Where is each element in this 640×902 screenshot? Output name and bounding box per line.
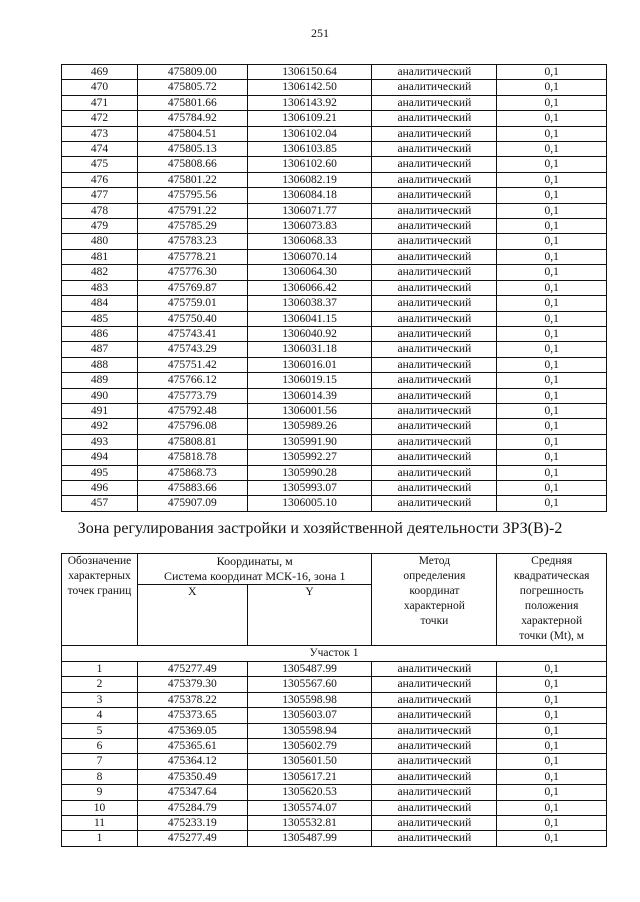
coord-x: 475791.22 bbox=[137, 203, 247, 218]
mean-error: 0,1 bbox=[497, 326, 607, 341]
point-number: 490 bbox=[62, 388, 138, 403]
mean-error: 0,1 bbox=[497, 157, 607, 172]
table-row bbox=[62, 95, 607, 110]
table-row bbox=[62, 785, 607, 800]
table-row bbox=[62, 80, 607, 95]
header-line: характерной bbox=[521, 615, 583, 627]
coord-y: 1305992.27 bbox=[247, 450, 372, 465]
method: аналитический bbox=[372, 450, 497, 465]
mean-error: 0,1 bbox=[497, 188, 607, 203]
method: аналитический bbox=[372, 708, 497, 723]
page-number: 251 bbox=[311, 26, 329, 40]
table-row bbox=[62, 723, 607, 738]
coord-x: 475379.30 bbox=[137, 677, 247, 692]
coord-y: 1306143.92 bbox=[247, 95, 372, 110]
method: аналитический bbox=[372, 739, 497, 754]
method: аналитический bbox=[372, 188, 497, 203]
method: аналитический bbox=[372, 95, 497, 110]
point-number: 496 bbox=[62, 480, 138, 495]
method: аналитический bbox=[372, 111, 497, 126]
method: аналитический bbox=[372, 172, 497, 187]
mean-error: 0,1 bbox=[497, 172, 607, 187]
header-coordinates bbox=[137, 554, 371, 585]
point-number: 1 bbox=[62, 831, 138, 846]
coord-y: 1306102.60 bbox=[247, 157, 372, 172]
mean-error: 0,1 bbox=[497, 450, 607, 465]
method: аналитический bbox=[372, 388, 497, 403]
coord-x: 475776.30 bbox=[137, 265, 247, 280]
point-number: 485 bbox=[62, 311, 138, 326]
method: аналитический bbox=[372, 419, 497, 434]
point-number: 11 bbox=[62, 816, 138, 831]
coord-y: 1306038.37 bbox=[247, 296, 372, 311]
section-title: Зона регулирования застройки и хозяйственной деятельности ЗРЗ(В)-2 bbox=[77, 520, 563, 537]
coord-y: 1306014.39 bbox=[247, 388, 372, 403]
coord-y: 1306103.85 bbox=[247, 142, 372, 157]
table-row bbox=[62, 373, 607, 388]
coord-y: 1306005.10 bbox=[247, 496, 372, 511]
mean-error: 0,1 bbox=[497, 234, 607, 249]
point-number: 469 bbox=[62, 65, 138, 80]
coord-y: 1305617.21 bbox=[247, 769, 372, 784]
point-number: 5 bbox=[62, 723, 138, 738]
method: аналитический bbox=[372, 373, 497, 388]
mean-error: 0,1 bbox=[497, 769, 607, 784]
coord-y: 1305989.26 bbox=[247, 419, 372, 434]
header-x: X bbox=[137, 585, 247, 646]
mean-error: 0,1 bbox=[497, 677, 607, 692]
coord-y: 1306064.30 bbox=[247, 265, 372, 280]
point-number: 492 bbox=[62, 419, 138, 434]
coord-y: 1306102.04 bbox=[247, 126, 372, 141]
coord-y: 1305603.07 bbox=[247, 708, 372, 723]
coord-y: 1305598.94 bbox=[247, 723, 372, 738]
header-line: Система координат МСК-16, зона 1 bbox=[163, 569, 346, 583]
table-row bbox=[62, 403, 607, 418]
table-row bbox=[62, 465, 607, 480]
mean-error: 0,1 bbox=[497, 80, 607, 95]
coord-x: 475796.08 bbox=[137, 419, 247, 434]
coord-y: 1305487.99 bbox=[247, 662, 372, 677]
header-line: характерной bbox=[403, 600, 465, 612]
method: аналитический bbox=[372, 296, 497, 311]
table-row bbox=[62, 280, 607, 295]
method: аналитический bbox=[372, 142, 497, 157]
header-line: квадратическая bbox=[513, 570, 590, 582]
point-number: 9 bbox=[62, 785, 138, 800]
point-number: 479 bbox=[62, 219, 138, 234]
point-number: 10 bbox=[62, 800, 138, 815]
table-row bbox=[62, 450, 607, 465]
mean-error: 0,1 bbox=[497, 754, 607, 769]
coord-x: 475233.19 bbox=[137, 816, 247, 831]
table-row bbox=[62, 754, 607, 769]
coord-x: 475365.61 bbox=[137, 739, 247, 754]
table-row bbox=[62, 388, 607, 403]
method: аналитический bbox=[372, 800, 497, 815]
zone-coordinates-table-body bbox=[62, 554, 607, 847]
table-row bbox=[62, 142, 607, 157]
point-number: 3 bbox=[62, 692, 138, 707]
table-row bbox=[62, 126, 607, 141]
mean-error: 0,1 bbox=[497, 296, 607, 311]
table-row bbox=[62, 188, 607, 203]
coord-y: 1305487.99 bbox=[247, 831, 372, 846]
table-row bbox=[62, 219, 607, 234]
point-number: 471 bbox=[62, 95, 138, 110]
mean-error: 0,1 bbox=[497, 496, 607, 511]
table-row bbox=[62, 692, 607, 707]
coord-y: 1306016.01 bbox=[247, 357, 372, 372]
coordinates-table-continued bbox=[61, 64, 607, 512]
mean-error: 0,1 bbox=[497, 219, 607, 234]
mean-error: 0,1 bbox=[497, 434, 607, 449]
coord-y: 1305991.90 bbox=[247, 434, 372, 449]
method: аналитический bbox=[372, 496, 497, 511]
coord-x: 475804.51 bbox=[137, 126, 247, 141]
header-line: точки (Mt), м bbox=[519, 630, 585, 642]
coord-x: 475801.66 bbox=[137, 95, 247, 110]
point-number: 494 bbox=[62, 450, 138, 465]
point-number: 491 bbox=[62, 403, 138, 418]
coord-x: 475785.29 bbox=[137, 219, 247, 234]
table-row bbox=[62, 662, 607, 677]
coord-y: 1306001.56 bbox=[247, 403, 372, 418]
point-number: 481 bbox=[62, 249, 138, 264]
table-row bbox=[62, 157, 607, 172]
coord-x: 475792.48 bbox=[137, 403, 247, 418]
method: аналитический bbox=[372, 311, 497, 326]
table-row bbox=[62, 831, 607, 846]
table-row bbox=[62, 265, 607, 280]
table-row bbox=[62, 203, 607, 218]
method: аналитический bbox=[372, 80, 497, 95]
point-number: 482 bbox=[62, 265, 138, 280]
mean-error: 0,1 bbox=[497, 126, 607, 141]
coord-y: 1306031.18 bbox=[247, 342, 372, 357]
method: аналитический bbox=[372, 677, 497, 692]
coord-x: 475795.56 bbox=[137, 188, 247, 203]
point-number: 480 bbox=[62, 234, 138, 249]
coord-x: 475369.05 bbox=[137, 723, 247, 738]
mean-error: 0,1 bbox=[497, 831, 607, 846]
mean-error: 0,1 bbox=[497, 723, 607, 738]
mean-error: 0,1 bbox=[497, 465, 607, 480]
mean-error: 0,1 bbox=[497, 357, 607, 372]
method: аналитический bbox=[372, 434, 497, 449]
table-row bbox=[62, 769, 607, 784]
point-number: 478 bbox=[62, 203, 138, 218]
mean-error: 0,1 bbox=[497, 280, 607, 295]
coord-y: 1306073.83 bbox=[247, 219, 372, 234]
coord-x: 475373.65 bbox=[137, 708, 247, 723]
header-line: характерных bbox=[68, 570, 131, 582]
table-row bbox=[62, 434, 607, 449]
method: аналитический bbox=[372, 831, 497, 846]
mean-error: 0,1 bbox=[497, 739, 607, 754]
table-row bbox=[62, 419, 607, 434]
coord-x: 475805.72 bbox=[137, 80, 247, 95]
point-number: 483 bbox=[62, 280, 138, 295]
point-number: 470 bbox=[62, 80, 138, 95]
plot-label-row bbox=[62, 646, 607, 662]
mean-error: 0,1 bbox=[497, 708, 607, 723]
point-number: 473 bbox=[62, 126, 138, 141]
mean-error: 0,1 bbox=[497, 388, 607, 403]
zone-coordinates-table bbox=[61, 553, 607, 847]
mean-error: 0,1 bbox=[497, 373, 607, 388]
header-line: Координаты, м bbox=[216, 554, 293, 568]
table-row bbox=[62, 816, 607, 831]
coord-y: 1306142.50 bbox=[247, 80, 372, 95]
coord-x: 475284.79 bbox=[137, 800, 247, 815]
coord-y: 1306071.77 bbox=[247, 203, 372, 218]
coord-x: 475805.13 bbox=[137, 142, 247, 157]
method: аналитический bbox=[372, 769, 497, 784]
coord-x: 475773.79 bbox=[137, 388, 247, 403]
method: аналитический bbox=[372, 342, 497, 357]
table-row bbox=[62, 111, 607, 126]
coord-x: 475907.09 bbox=[137, 496, 247, 511]
point-number: 476 bbox=[62, 172, 138, 187]
header-line: определения bbox=[403, 570, 466, 582]
table-row bbox=[62, 172, 607, 187]
table-row bbox=[62, 249, 607, 264]
point-number: 2 bbox=[62, 677, 138, 692]
mean-error: 0,1 bbox=[497, 785, 607, 800]
coord-y: 1305990.28 bbox=[247, 465, 372, 480]
coord-x: 475783.23 bbox=[137, 234, 247, 249]
point-number: 474 bbox=[62, 142, 138, 157]
header-line: координат bbox=[409, 585, 460, 597]
method: аналитический bbox=[372, 480, 497, 495]
table-row bbox=[62, 800, 607, 815]
coord-x: 475759.01 bbox=[137, 296, 247, 311]
method: аналитический bbox=[372, 203, 497, 218]
mean-error: 0,1 bbox=[497, 419, 607, 434]
coord-x: 475350.49 bbox=[137, 769, 247, 784]
coord-y: 1306019.15 bbox=[247, 373, 372, 388]
point-number: 457 bbox=[62, 496, 138, 511]
coord-y: 1305567.60 bbox=[247, 677, 372, 692]
header-line: Метод bbox=[418, 555, 451, 567]
method: аналитический bbox=[372, 157, 497, 172]
point-number: 487 bbox=[62, 342, 138, 357]
point-number: 472 bbox=[62, 111, 138, 126]
method: аналитический bbox=[372, 280, 497, 295]
coord-x: 475818.78 bbox=[137, 450, 247, 465]
coord-x: 475784.92 bbox=[137, 111, 247, 126]
coord-x: 475801.22 bbox=[137, 172, 247, 187]
point-number: 8 bbox=[62, 769, 138, 784]
coord-x: 475378.22 bbox=[137, 692, 247, 707]
coord-y: 1305993.07 bbox=[247, 480, 372, 495]
header-line: точки bbox=[420, 615, 449, 627]
mean-error: 0,1 bbox=[497, 265, 607, 280]
table-row bbox=[62, 739, 607, 754]
point-number: 486 bbox=[62, 326, 138, 341]
mean-error: 0,1 bbox=[497, 480, 607, 495]
point-number: 7 bbox=[62, 754, 138, 769]
method: аналитический bbox=[372, 326, 497, 341]
table-row bbox=[62, 65, 607, 80]
mean-error: 0,1 bbox=[497, 692, 607, 707]
coord-x: 475277.49 bbox=[137, 662, 247, 677]
coord-x: 475766.12 bbox=[137, 373, 247, 388]
coord-x: 475868.73 bbox=[137, 465, 247, 480]
mean-error: 0,1 bbox=[497, 203, 607, 218]
method: аналитический bbox=[372, 465, 497, 480]
method: аналитический bbox=[372, 754, 497, 769]
header-line: точек границ bbox=[67, 585, 132, 597]
header-line: Средняя bbox=[531, 555, 573, 567]
point-number: 495 bbox=[62, 465, 138, 480]
mean-error: 0,1 bbox=[497, 65, 607, 80]
plot-label: Участок 1 bbox=[62, 646, 607, 662]
table-row bbox=[62, 357, 607, 372]
coord-x: 475347.64 bbox=[137, 785, 247, 800]
coord-y: 1306109.21 bbox=[247, 111, 372, 126]
table-row bbox=[62, 234, 607, 249]
coord-y: 1306066.42 bbox=[247, 280, 372, 295]
coord-x: 475743.41 bbox=[137, 326, 247, 341]
coord-x: 475750.40 bbox=[137, 311, 247, 326]
coord-y: 1305601.50 bbox=[247, 754, 372, 769]
coord-x: 475808.66 bbox=[137, 157, 247, 172]
header-y: Y bbox=[247, 585, 372, 646]
method: аналитический bbox=[372, 65, 497, 80]
method: аналитический bbox=[372, 357, 497, 372]
table-header-row bbox=[62, 554, 607, 585]
coord-y: 1306070.14 bbox=[247, 249, 372, 264]
coord-y: 1306068.33 bbox=[247, 234, 372, 249]
coord-x: 475743.29 bbox=[137, 342, 247, 357]
coord-x: 475769.87 bbox=[137, 280, 247, 295]
mean-error: 0,1 bbox=[497, 800, 607, 815]
method: аналитический bbox=[372, 126, 497, 141]
coord-y: 1306150.64 bbox=[247, 65, 372, 80]
coord-x: 475778.21 bbox=[137, 249, 247, 264]
method: аналитический bbox=[372, 249, 497, 264]
coord-y: 1306084.18 bbox=[247, 188, 372, 203]
header-line: погрешность bbox=[519, 585, 584, 597]
header-point-designation bbox=[62, 554, 138, 646]
table-row bbox=[62, 480, 607, 495]
header-line: Обозначение bbox=[67, 555, 132, 567]
coord-x: 475277.49 bbox=[137, 831, 247, 846]
coord-x: 475809.00 bbox=[137, 65, 247, 80]
coord-y: 1306040.92 bbox=[247, 326, 372, 341]
method: аналитический bbox=[372, 785, 497, 800]
mean-error: 0,1 bbox=[497, 95, 607, 110]
table-row bbox=[62, 326, 607, 341]
point-number: 484 bbox=[62, 296, 138, 311]
table-row bbox=[62, 342, 607, 357]
point-number: 475 bbox=[62, 157, 138, 172]
mean-error: 0,1 bbox=[497, 111, 607, 126]
method: аналитический bbox=[372, 234, 497, 249]
point-number: 4 bbox=[62, 708, 138, 723]
header-error bbox=[497, 554, 607, 646]
point-number: 6 bbox=[62, 739, 138, 754]
coord-x: 475364.12 bbox=[137, 754, 247, 769]
method: аналитический bbox=[372, 403, 497, 418]
point-number: 1 bbox=[62, 662, 138, 677]
coord-y: 1306082.19 bbox=[247, 172, 372, 187]
method: аналитический bbox=[372, 265, 497, 280]
method: аналитический bbox=[372, 662, 497, 677]
coord-y: 1305598.98 bbox=[247, 692, 372, 707]
coord-y: 1305574.07 bbox=[247, 800, 372, 815]
method: аналитический bbox=[372, 692, 497, 707]
coordinates-table-body bbox=[62, 65, 607, 512]
coord-y: 1306041.15 bbox=[247, 311, 372, 326]
mean-error: 0,1 bbox=[497, 342, 607, 357]
mean-error: 0,1 bbox=[497, 403, 607, 418]
table-row bbox=[62, 708, 607, 723]
point-number: 488 bbox=[62, 357, 138, 372]
table-row bbox=[62, 677, 607, 692]
coord-x: 475883.66 bbox=[137, 480, 247, 495]
coord-x: 475751.42 bbox=[137, 357, 247, 372]
mean-error: 0,1 bbox=[497, 816, 607, 831]
point-number: 493 bbox=[62, 434, 138, 449]
mean-error: 0,1 bbox=[497, 249, 607, 264]
point-number: 489 bbox=[62, 373, 138, 388]
mean-error: 0,1 bbox=[497, 142, 607, 157]
point-number: 477 bbox=[62, 188, 138, 203]
method: аналитический bbox=[372, 219, 497, 234]
method: аналитический bbox=[372, 816, 497, 831]
mean-error: 0,1 bbox=[497, 311, 607, 326]
table-row bbox=[62, 296, 607, 311]
coord-x: 475808.81 bbox=[137, 434, 247, 449]
header-line: положения bbox=[524, 600, 579, 612]
coord-y: 1305620.53 bbox=[247, 785, 372, 800]
method: аналитический bbox=[372, 723, 497, 738]
coord-y: 1305532.81 bbox=[247, 816, 372, 831]
table-row bbox=[62, 496, 607, 511]
table-row bbox=[62, 311, 607, 326]
mean-error: 0,1 bbox=[497, 662, 607, 677]
coord-y: 1305602.79 bbox=[247, 739, 372, 754]
header-method bbox=[372, 554, 497, 646]
